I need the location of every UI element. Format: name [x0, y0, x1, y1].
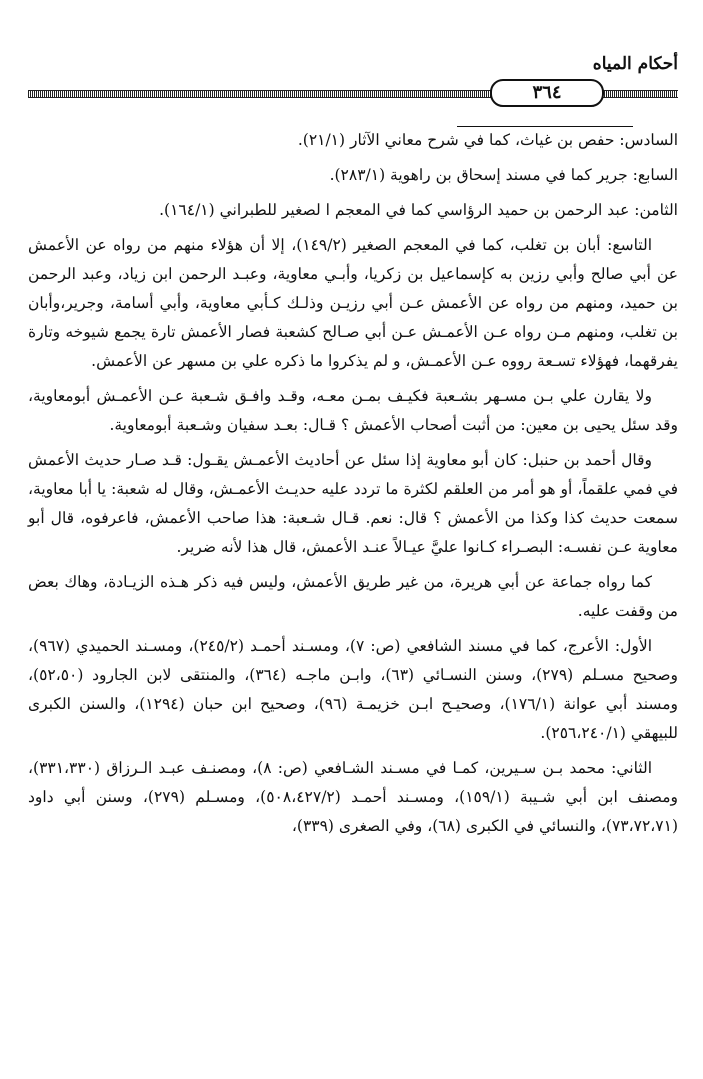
paragraph-ninth: التاسع: أبان بن تغلب، كما في المعجم الصغير (١٤٩/٢)، إلا أن هؤلاء منهم من رواه عن الأعمش عن أبي صالح وأبي رزين به كإسماعيل بن زكريا، وأبـي معاوية، وعبـد الرحمن ابن زياد، وعبد الرحمن بن حميد، ومنهم من رواه عن الأعمش عـن أبي رزيـن وذلـك كـأبي معاوية، وأبي أسامة، وجرير،وأبان بن تغلب، ومنهم مـن رواه عـن الأعمـش عـن أبي صـالح كشعبة فصار الأعمش تارة يجمع شيوخه وتارة يفرقهما، فهؤلاء تسـعة رووه عـن الأعمـش، و لم يذكروا ما ذكره علي بن مسهر عن الأعمش. [28, 236, 678, 370]
page-body [28, 126, 678, 847]
paragraph-second-source: الثاني: محمد بـن سـيرين، كمـا في مسـند الشـافعي (ص: ٨)، ومصنـف عبـد الـرزاق (٣٣١،٣٣٠)، ومصنف ابن أبي شـيبة (١٥٩/١)، ومسـند أحمـد (٥٠٨،٤٢٧/٢)، ومسـلم (٢٧٩)، وسنن أبي داود (٧٣،٧٢،٧١)، والنسائي في الكبرى (٦٨)، وفي الصغرى (٣٣٩)، [28, 759, 678, 835]
paragraph-ahmad-quote: وقال أحمد بن حنبل: كان أبو معاوية إذا سئل عن أحاديث الأعمـش يقـول: قـد صـار حديث الأعمش في فمي علقماً، أو هو أمر من العلقم لكثرة ما تردد عليه حديـث الأعمـش، وقال له شعبة: يا أبا معاوية، سمعت حديث كذا وكذا من الأعمش ؟ قال: نعم. قـال شـعبة: هذا صاحب الأعمش، فاعرفوه، قال أبو معاوية عـن نفسـه: البصـراء كـانوا عليَّ عيـالاً عنـد الأعمش، قال هذا لأنه ضرير. [28, 451, 678, 556]
paragraph-eighth: الثامن: عبد الرحمن بن حميد الرؤاسي كما في المعجم ا لصغير للطبراني (١٦٤/١). [159, 201, 678, 219]
page-number: ٣٦٤ [490, 79, 604, 107]
paragraph-comparison: ولا يقارن علي بـن مسـهر بشـعبة فكيـف بمـن معـه، وقـد وافـق شـعبة عـن الأعمـش أبومعاوية، وقد سئل يحيى بن معين: من أثبت أصحاب الأعمش ؟ قـال: بعـد سفيان وشـعبة أبومعاوية. [28, 387, 678, 434]
book-title: أحكام المياه [592, 54, 678, 74]
paragraph-seventh: السابع: جرير كما في مسند إسحاق بن راهوية (٢٨٣/١). [329, 166, 678, 184]
paragraph-other-routes: كما رواه جماعة عن أبي هريرة، من غير طريق الأعمش، وليس فيه ذكر هـذه الزيـادة، وهاك بعض من وقفت عليه. [28, 573, 678, 620]
page-header [28, 40, 678, 103]
paragraph-first-source: الأول: الأعرج، كما في مسند الشافعي (ص: ٧)، ومسـند أحمـد (٢٤٥/٢)، ومسـند الحميدي (٩٦٧)، وصحيح مسـلم (٢٧٩)، وسنن النسـائي (٦٣)، وابـن ماجـه (٣٦٤)، والمنتقى لابن الجارود (٥٢،٥٠)، ومسند أبي عوانة (١٧٦/١)، وصحيـح ابـن خزيمـة (٩٦)، وصحيح ابن حبان (١٢٩٤)، والسنن الكبرى للبيهقي (٢٥٦،٢٤٠/١). [28, 637, 679, 742]
paragraph-sixth: السادس: حفص بن غياث، كما في شرح معاني الآثار (٢١/١). [297, 131, 678, 149]
